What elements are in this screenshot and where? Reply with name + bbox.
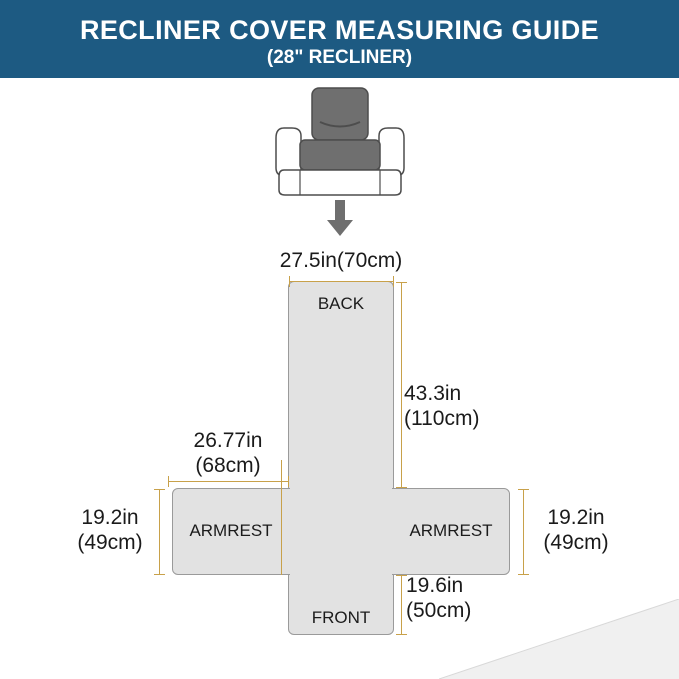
tick-armrest-right-top [518, 489, 529, 490]
corner-fold-decoration [439, 599, 679, 679]
armrest-right-cm: (49cm) [543, 531, 609, 554]
recliner-chair-icon [254, 86, 426, 196]
back-height-cm: (110cm) [404, 407, 480, 430]
header-banner [0, 0, 679, 78]
dimension-line-seat-length [168, 481, 288, 482]
dimension-label-armrest-right [528, 505, 624, 555]
armrest-left-cm: (49cm) [77, 531, 143, 554]
front-height-inches: 19.6in [406, 574, 464, 597]
seat-length-inches: 26.77in [193, 429, 263, 452]
label-armrest-right: ARMREST [409, 521, 493, 540]
back-height-inches: 43.3in [404, 382, 462, 405]
dimension-line-back-height [401, 282, 402, 488]
tick-back-bottom [396, 487, 407, 488]
label-armrest-left: ARMREST [189, 521, 273, 540]
panel-back-front [288, 281, 394, 635]
page-subtitle: (28" RECLINER) [266, 47, 413, 68]
dimension-label-top-width: 27.5in(70cm) [279, 249, 403, 272]
front-height-cm: (50cm) [406, 599, 472, 622]
label-front: FRONT [311, 608, 371, 627]
tick-armrest-left-bottom [154, 574, 165, 575]
dimension-label-armrest-left [62, 505, 158, 555]
armrest-right-inches: 19.2in [547, 506, 605, 529]
tick-front-bottom [396, 634, 407, 635]
dimension-label-back-height [404, 381, 534, 431]
dimension-line-armrest-left [159, 489, 160, 574]
dimension-line-top-width [289, 281, 394, 282]
armrest-left-inches: 19.2in [81, 506, 139, 529]
seat-length-cm: (68cm) [195, 454, 261, 477]
page-title: RECLINER COVER MEASURING GUIDE [79, 15, 600, 45]
tick-armrest-left-top [154, 489, 165, 490]
tick-back-top [396, 282, 407, 283]
dimension-line-front-height [401, 575, 402, 635]
tick-top-right [393, 276, 394, 287]
label-back: BACK [317, 294, 365, 313]
dimension-line-armrest-right [523, 489, 524, 574]
dimension-label-seat-length [163, 428, 293, 478]
down-arrow-icon [327, 200, 353, 236]
tick-top-left [289, 276, 290, 287]
